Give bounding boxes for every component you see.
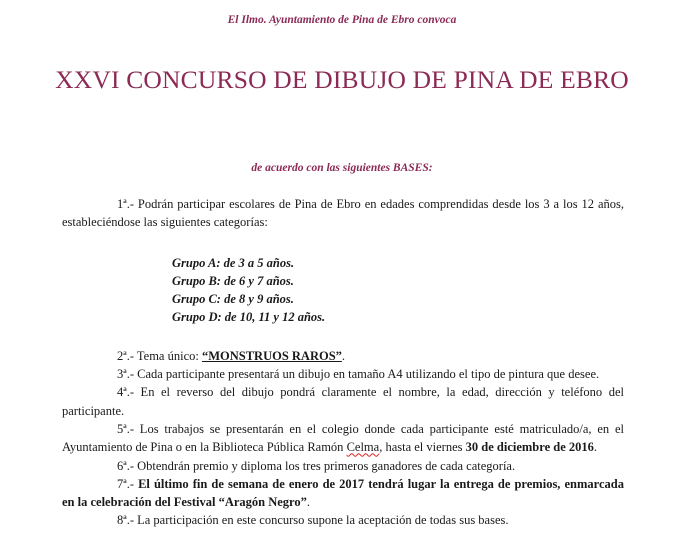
bases-intro: de acuerdo con las siguientes BASES: — [251, 162, 433, 174]
rule-5 — [62, 420, 624, 457]
rule-7-text: El último fin de semana de enero de 2017 tendrá lugar la entrega de premios, enmarcada en la celebración del Festival “Aragón Negro” — [62, 476, 624, 510]
rule-5-name: Celma — [346, 440, 380, 455]
rule-5-part1: 5ª.- Los trabajos se presentarán en el colegio donde cada participante esté matriculado/a, en el Ayuntamiento de Pina o en la Biblioteca Pública Ramón — [62, 421, 624, 455]
rule-2 — [62, 347, 624, 365]
rule-6: 6ª.- Obtendrán premio y diploma los tres primeros ganadores de cada categoría. — [117, 458, 516, 473]
rules-body — [62, 195, 624, 530]
rule-1: 1ª.- Podrán participar escolares de Pina de Ebro en edades comprendidas desde los 3 a los 12 años, estableciéndose las siguientes categorías: — [62, 197, 624, 230]
rule-8: 8ª.- La participación en este concurso supone la aceptación de todas sus bases. — [117, 513, 509, 528]
rule-7-end: . — [306, 495, 310, 510]
rule-5-date: 30 de diciembre de 2016 — [465, 440, 594, 455]
rule-5-end: . — [593, 440, 597, 455]
group-d: Grupo D: de 10, 11 y 12 años. — [172, 310, 326, 325]
rule-3: 3ª.- Cada participante presentará un dibujo en tamaño A4 utilizando el tipo de pintura que desee. — [117, 367, 600, 382]
group-b: Grupo B: de 6 y 7 años. — [172, 273, 294, 288]
group-c: Grupo C: de 8 y 9 años. — [172, 292, 294, 307]
group-a: Grupo A: de 3 a 5 años. — [172, 255, 295, 270]
rule-2-theme: “MONSTRUOS RAROS” — [201, 348, 342, 363]
rule-2-prefix: 2ª.- Tema único: — [117, 348, 202, 363]
rule-7-prefix: 7ª.- — [117, 476, 139, 491]
rule-7 — [62, 475, 624, 512]
category-list — [172, 254, 624, 327]
convoca-line: El Ilmo. Ayuntamiento de Pina de Ebro convoca — [227, 14, 457, 26]
page-title: XXVI CONCURSO DE DIBUJO DE PINA DE EBRO — [55, 65, 629, 94]
rule-5-part2: , hasta el viernes — [379, 440, 466, 455]
rule-4: 4ª.- En el reverso del dibujo pondrá claramente el nombre, la edad, dirección y teléfono del participante. — [62, 385, 624, 418]
rule-2-suffix: . — [341, 348, 346, 363]
